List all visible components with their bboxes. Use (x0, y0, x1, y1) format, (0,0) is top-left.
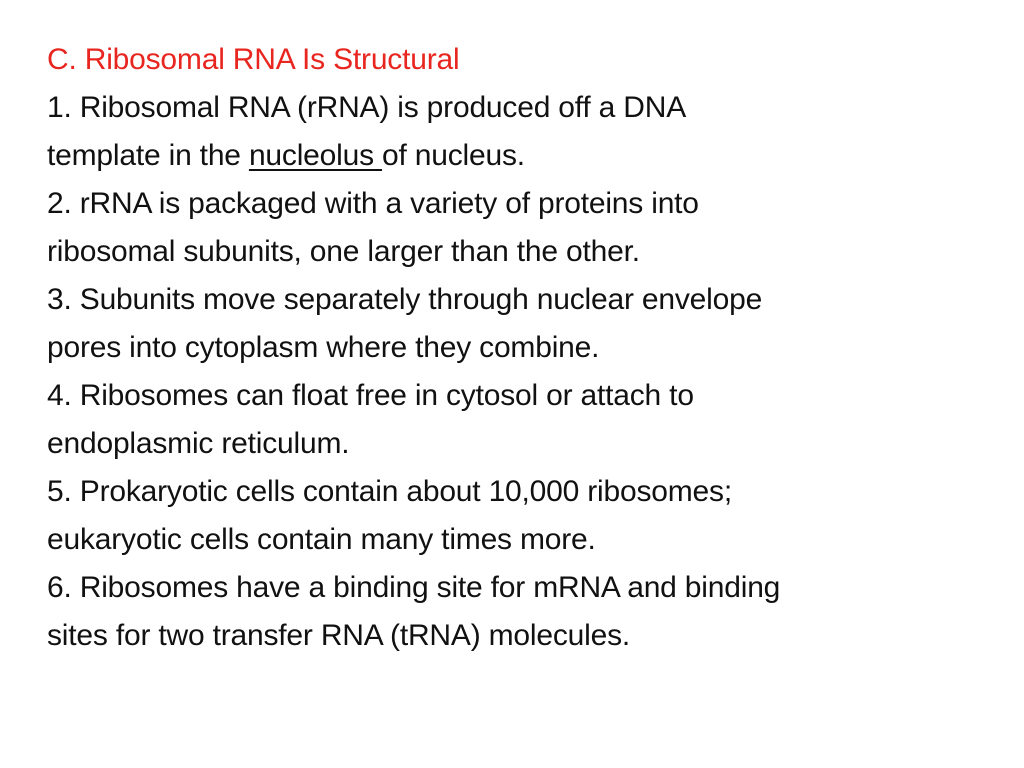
item-5-line-1: 5. Prokaryotic cells contain about 10,000 ribosomes; (47, 475, 732, 508)
item-1-line-1: 1. Ribosomal RNA (rRNA) is produced off a DNA (47, 91, 687, 124)
item-4-line-1: 4. Ribosomes can float free in cytosol or attach to (47, 379, 694, 412)
item-4-line-2: endoplasmic reticulum. (47, 427, 350, 460)
item-2-line-1: 2. rRNA is packaged with a variety of proteins into (47, 187, 699, 220)
item-3-line-1: 3. Subunits move separately through nuclear envelope (47, 283, 763, 316)
nucleolus-underlined-term: nucleolus (248, 139, 383, 172)
item-6-line-1: 6. Ribosomes have a binding site for mRNA and binding (47, 571, 781, 604)
item-6-line-2: sites for two transfer RNA (tRNA) molecules. (47, 619, 631, 652)
slide-heading: C. Ribosomal RNA Is Structural (47, 43, 460, 76)
slide-body (47, 36, 1007, 660)
item-2-line-2: ribosomal subunits, one larger than the other. (47, 235, 640, 268)
item-3-line-2: pores into cytoplasm where they combine. (47, 331, 600, 364)
item-1-line-2 (47, 132, 1007, 180)
item-1-line-2-text-a: template in the (47, 139, 249, 172)
item-1-line-2-text-b: of nucleus. (382, 139, 525, 172)
item-5-line-2: eukaryotic cells contain many times more. (47, 523, 596, 556)
